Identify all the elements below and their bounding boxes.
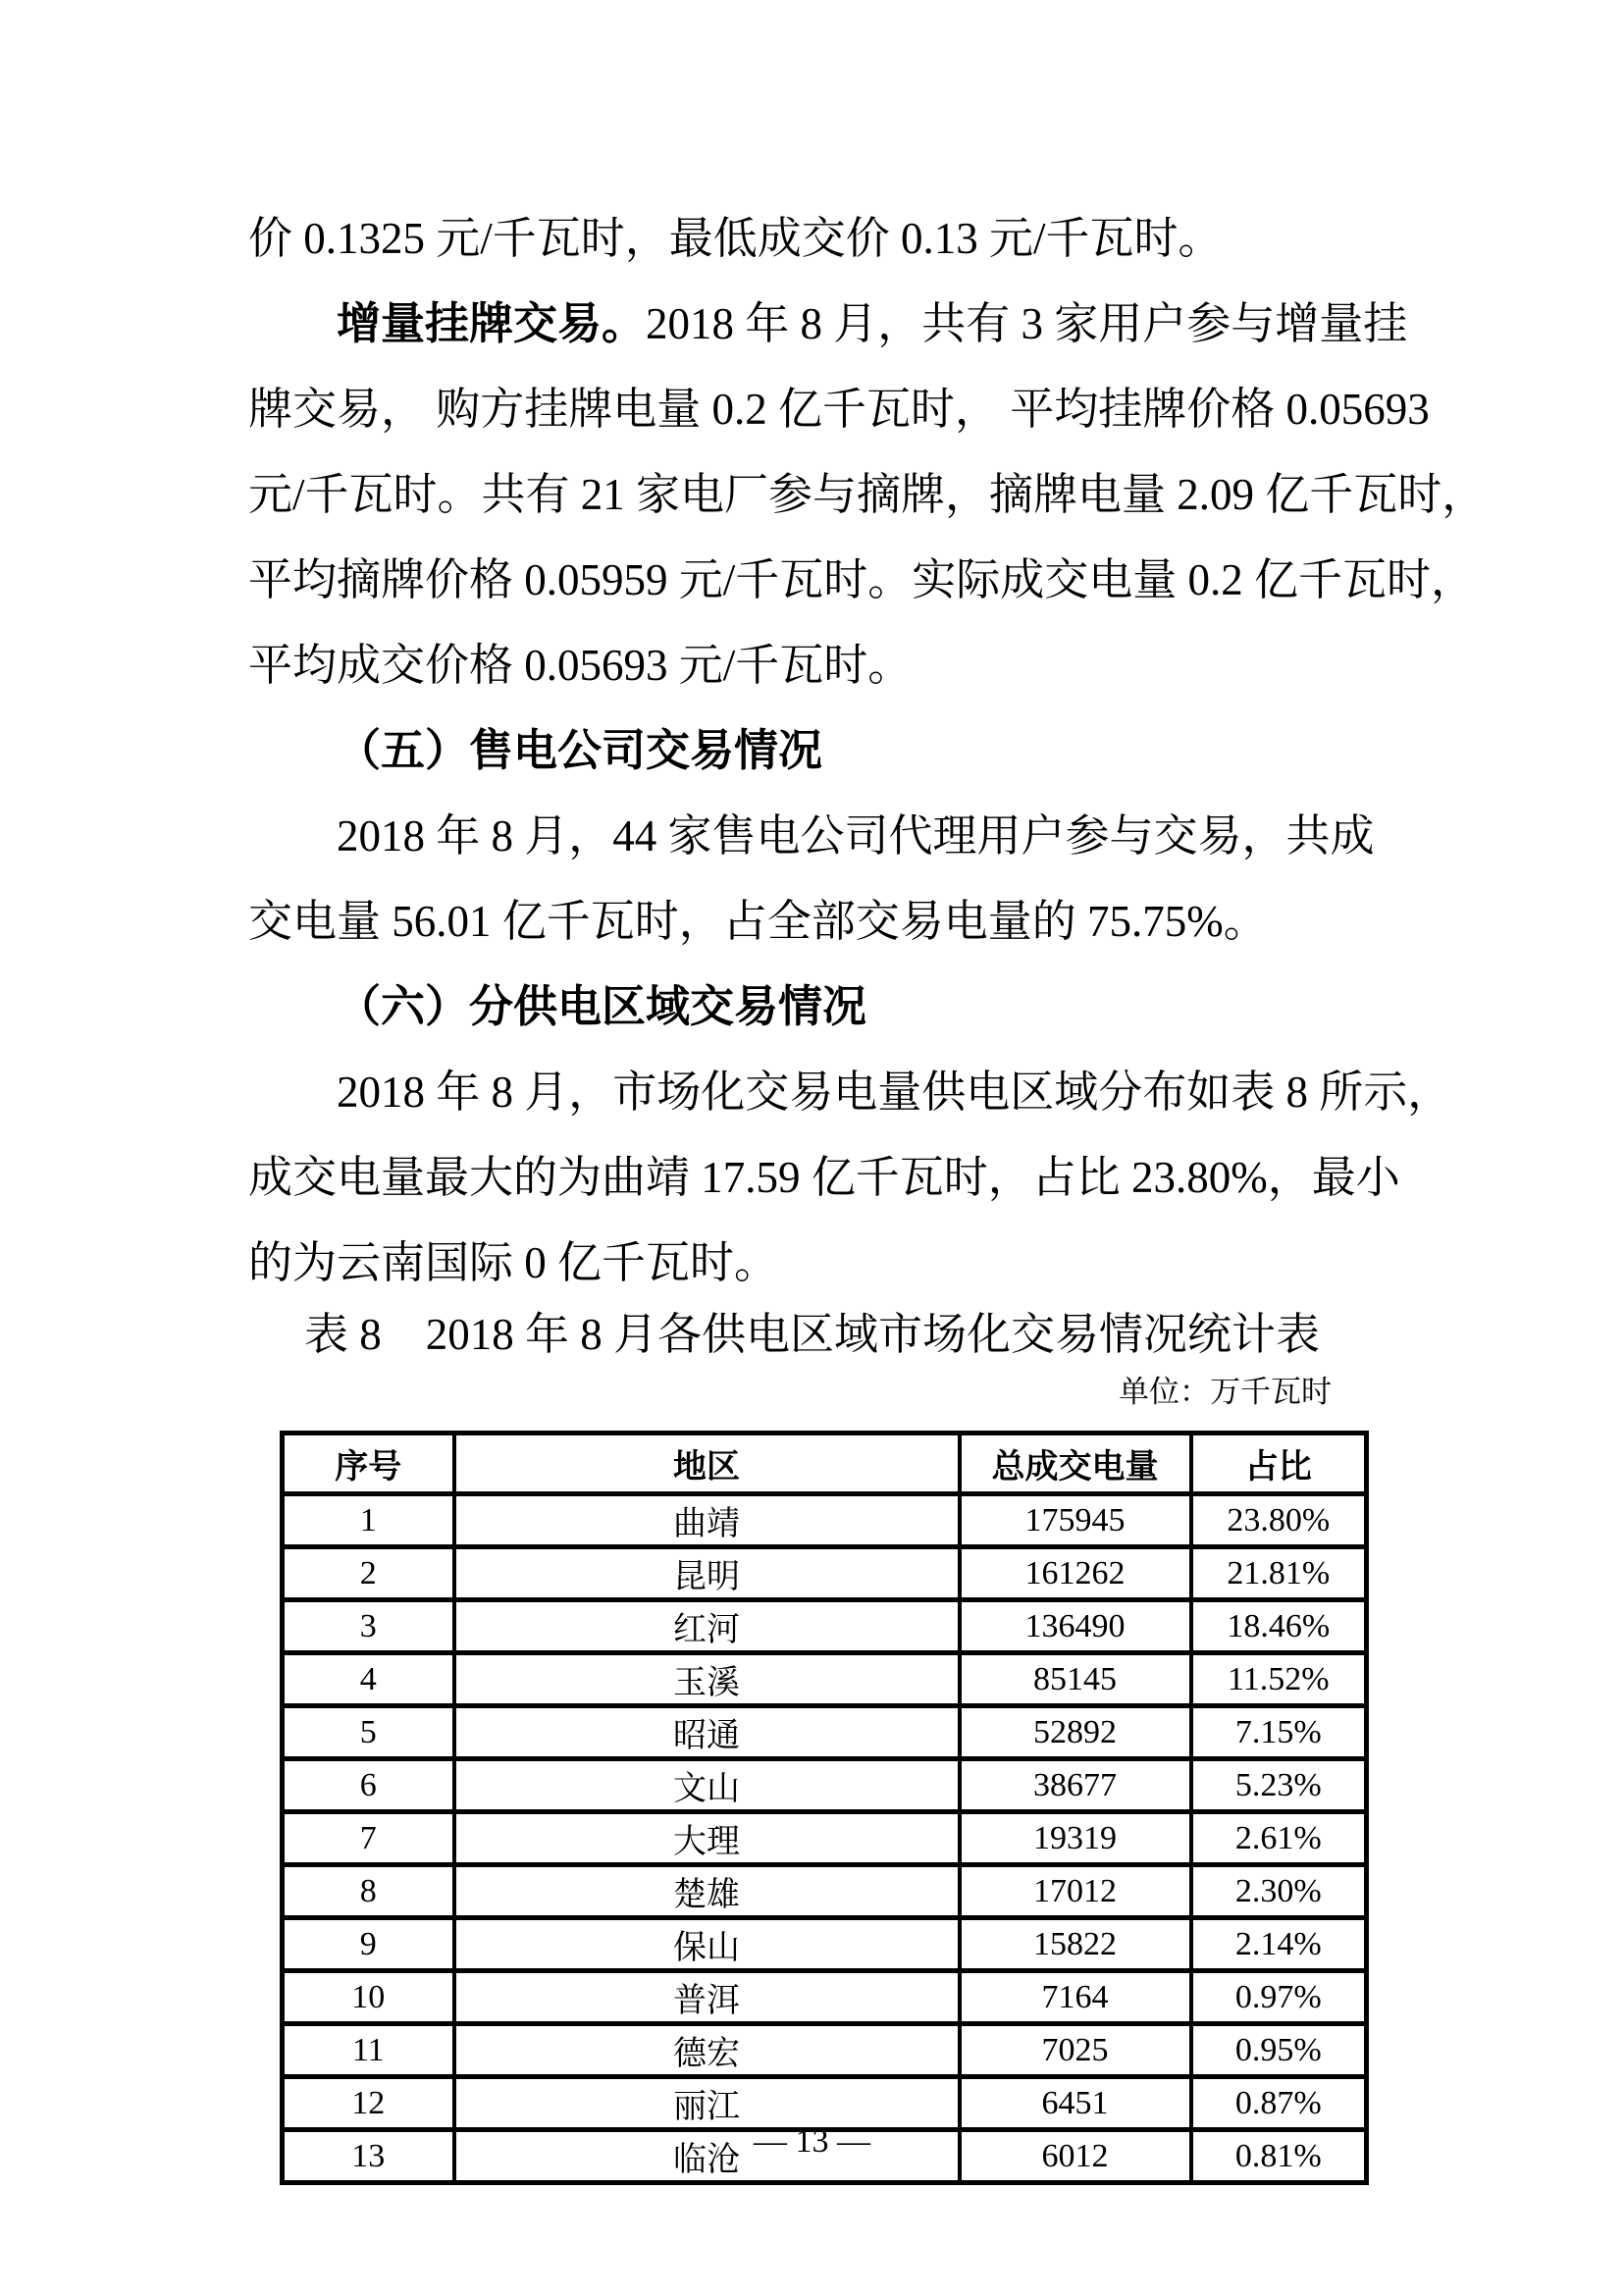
- table-cell: 昭通: [454, 1706, 960, 1759]
- table-cell: 玉溪: [454, 1653, 960, 1706]
- table-row: [283, 1971, 1367, 2024]
- table-cell: 普洱: [454, 1971, 960, 2024]
- line-text: 2018 年 8 月，市场化交易电量供电区域分布如表 8 所示，: [337, 1068, 1452, 1117]
- table-row: [283, 1653, 1367, 1706]
- table-cell: 15822: [960, 1918, 1191, 1971]
- column-header: 地区: [454, 1434, 960, 1494]
- table-cell: 7164: [960, 1971, 1191, 2024]
- table-row: [283, 1706, 1367, 1759]
- line-text: 2018 年 8 月，共有 3 家用户参与增量挂: [646, 299, 1408, 348]
- text-line: [248, 623, 1380, 708]
- region-trading-table: [280, 1431, 1369, 2185]
- line-text: 价 0.1325 元/千瓦时，最低成交价 0.13 元/千瓦时。: [248, 214, 1223, 263]
- table-cell: 德宏: [454, 2024, 960, 2077]
- table-cell: 曲靖: [454, 1494, 960, 1547]
- text-line: [248, 538, 1476, 623]
- text-line: [248, 879, 1380, 965]
- line-text: 牌交易， 购方挂牌电量 0.2 亿千瓦时， 平均挂牌价格 0.05693: [248, 385, 1430, 434]
- table-cell: 2.61%: [1191, 1812, 1367, 1865]
- table-cell: 18.46%: [1191, 1600, 1367, 1653]
- table-cell: 4: [283, 1653, 454, 1706]
- text-line: [248, 1050, 1452, 1135]
- line-text: 平均摘牌价格 0.05959 元/千瓦时。实际成交电量 0.2 亿千瓦时，: [248, 555, 1476, 604]
- table-cell: 昆明: [454, 1547, 960, 1600]
- line-text: （五）售电公司交易情况: [337, 726, 823, 775]
- table-cell: 红河: [454, 1600, 960, 1653]
- table-cell: 丽江: [454, 2077, 960, 2130]
- table-cell: 52892: [960, 1706, 1191, 1759]
- table-cell: 175945: [960, 1494, 1191, 1547]
- line-text: 的为云南国际 0 亿千瓦时。: [248, 1238, 779, 1287]
- table-cell: 38677: [960, 1759, 1191, 1812]
- column-header: 总成交电量: [960, 1434, 1191, 1494]
- text-line: [248, 196, 1380, 282]
- table-row: [283, 1812, 1367, 1865]
- text-line: [248, 1221, 1380, 1306]
- text-line: [248, 367, 1430, 452]
- line-text: 成交电量最大的为曲靖 17.59 亿千瓦时，占比 23.80%，最小: [248, 1153, 1400, 1202]
- table-cell: 9: [283, 1918, 454, 1971]
- text-line: [248, 1135, 1400, 1221]
- table-cell: 5: [283, 1706, 454, 1759]
- table-cell: 7025: [960, 2024, 1191, 2077]
- table-cell: 临沧: [454, 2130, 960, 2183]
- table-cell: 11.52%: [1191, 1653, 1367, 1706]
- table-row: [283, 1494, 1367, 1547]
- text-line: [248, 282, 1408, 367]
- table-cell: 11: [283, 2024, 454, 2077]
- table-cell: 7: [283, 1812, 454, 1865]
- section-heading: [248, 965, 1380, 1050]
- bold-lead-text: 增量挂牌交易。: [337, 299, 647, 348]
- table-cell: 12: [283, 2077, 454, 2130]
- table-row: [283, 1918, 1367, 1971]
- table-header-row: [283, 1434, 1367, 1494]
- table-cell: 85145: [960, 1653, 1191, 1706]
- text-line: [248, 794, 1380, 879]
- table-row: [283, 2024, 1367, 2077]
- table-cell: 21.81%: [1191, 1547, 1367, 1600]
- line-text: 2018 年 8 月，44 家售电公司代理用户参与交易，共成: [337, 811, 1375, 860]
- table-cell: 161262: [960, 1547, 1191, 1600]
- table-cell: 3: [283, 1600, 454, 1653]
- page-number: — 13 —: [754, 2123, 870, 2160]
- table-cell: 0.97%: [1191, 1971, 1367, 2024]
- table-cell: 7.15%: [1191, 1706, 1367, 1759]
- section-heading: [248, 708, 1380, 794]
- table-cell: 10: [283, 1971, 454, 2024]
- column-header: 序号: [283, 1434, 454, 1494]
- table-cell: 19319: [960, 1812, 1191, 1865]
- table-cell: 6: [283, 1759, 454, 1812]
- table-unit-note: 单位：万千瓦时: [1119, 1375, 1332, 1409]
- table-cell: 8: [283, 1865, 454, 1918]
- table-cell: 保山: [454, 1918, 960, 1971]
- table-caption: 表 8 2018 年 8 月各供电区域市场化交易情况统计表: [303, 1310, 1320, 1359]
- table-row: [283, 1547, 1367, 1600]
- table-row: [283, 1865, 1367, 1918]
- table-cell: 2.14%: [1191, 1918, 1367, 1971]
- table-cell: 6451: [960, 2077, 1191, 2130]
- table-cell: 文山: [454, 1759, 960, 1812]
- table-cell: 136490: [960, 1600, 1191, 1653]
- table-body: [283, 1494, 1367, 2183]
- line-text: 交电量 56.01 亿千瓦时，占全部交易电量的 75.75%。: [248, 897, 1268, 946]
- table-row: [283, 1759, 1367, 1812]
- table-cell: 5.23%: [1191, 1759, 1367, 1812]
- table-cell: 17012: [960, 1865, 1191, 1918]
- text-line: [248, 452, 1487, 538]
- table-cell: 0.81%: [1191, 2130, 1367, 2183]
- table-cell: 6012: [960, 2130, 1191, 2183]
- table-cell: 0.87%: [1191, 2077, 1367, 2130]
- table-cell: 1: [283, 1494, 454, 1547]
- column-header: 占比: [1191, 1434, 1367, 1494]
- table-cell: 13: [283, 2130, 454, 2183]
- table-cell: 2.30%: [1191, 1865, 1367, 1918]
- line-text: （六）分供电区域交易情况: [337, 982, 867, 1031]
- line-text: 元/千瓦时。共有 21 家电厂参与摘牌，摘牌电量 2.09 亿千瓦时，: [248, 470, 1487, 519]
- table-cell: 大理: [454, 1812, 960, 1865]
- document-body: [248, 196, 1487, 1306]
- table-row: [283, 1600, 1367, 1653]
- table-cell: 0.95%: [1191, 2024, 1367, 2077]
- table-cell: 2: [283, 1547, 454, 1600]
- table-cell: 23.80%: [1191, 1494, 1367, 1547]
- line-text: 平均成交价格 0.05693 元/千瓦时。: [248, 641, 913, 690]
- table-cell: 楚雄: [454, 1865, 960, 1918]
